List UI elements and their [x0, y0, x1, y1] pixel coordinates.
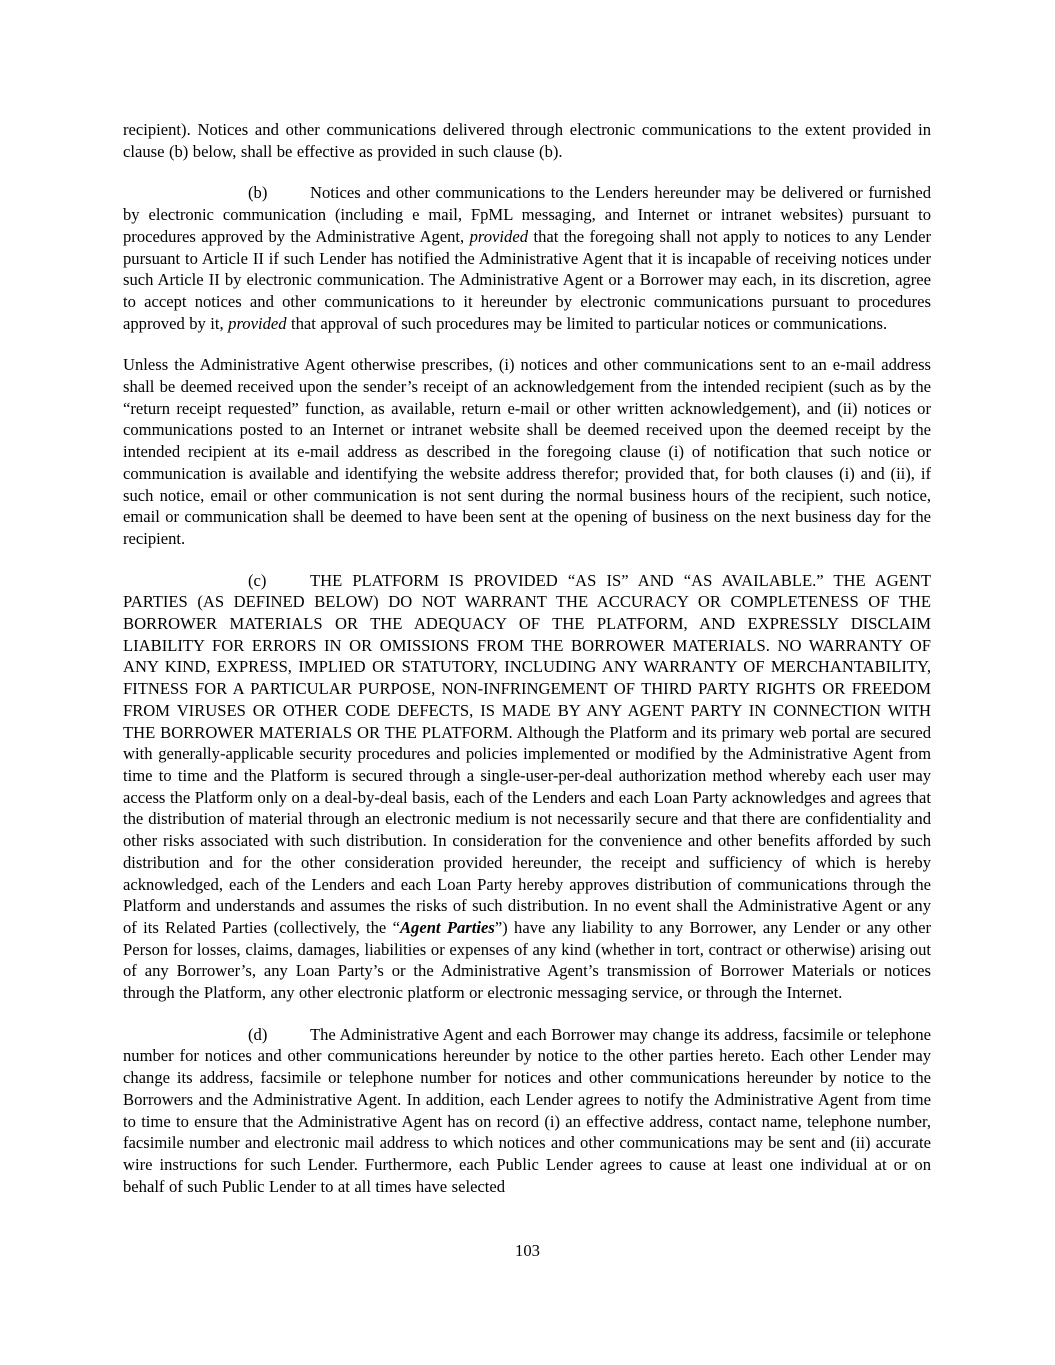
clause-label-b: (b): [248, 183, 268, 203]
clause-label-d: (d): [248, 1024, 268, 1044]
paragraph-clause-b: [123, 182, 931, 334]
paragraph-clause-d: [123, 1024, 931, 1198]
page-footer: [0, 1240, 1055, 1262]
paragraph-clause-c: [123, 570, 931, 1004]
text-run: Notices and other communications to the Lenders hereunder may be delivered or furnished by electronic communication (including e mail, FpML messaging, and Internet or intranet websites) pursuant to procedures approved by the Administrative Agent,: [123, 183, 931, 246]
text-run: recipient). Notices and other communications delivered through electronic communications to the extent provided in clause (b) below, shall be effective as provided in such clause (b).: [123, 120, 931, 161]
text-run: that approval of such procedures may be limited to particular notices or communications.: [286, 313, 888, 333]
paragraph-deemed-receipt: [123, 354, 931, 549]
clause-label-c: (c): [248, 570, 267, 590]
text-run-italic-provided: provided: [228, 313, 287, 333]
page-number: 103: [515, 1241, 540, 1260]
text-run: that the foregoing shall not apply to notices to any Lender pursuant to Article II if such Lender has notified the Administrative Agent that it is incapable of receiving notices under such Article II by electronic communication. The Administrative Agent or a Borrower may each, in its discretion, agree to accept notices and other communications to it hereunder by electronic communications pursuant to procedures approved by it,: [123, 226, 931, 333]
paragraph-recipient-continuation: [123, 119, 931, 162]
text-run: Unless the Administrative Agent otherwise prescribes, (i) notices and other communications sent to an e-mail address shall be deemed received upon the sender’s receipt of an acknowledgement from the intended recipient (such as by the “return receipt requested” function, as available, return e-mail or other written acknowledgement), and (ii) notices or communications posted to an Internet or intranet website shall be deemed received upon the deemed receipt by the intended recipient at its e-mail address as described in the foregoing clause (i) of notification that such notice or communication is available and identifying the website address therefor; provided that, for both clauses (i) and (ii), if such notice, email or other communication is not sent during the normal business hours of the recipient, such notice, email or communication shall be deemed to have been sent at the opening of business on the next business day for the recipient.: [123, 355, 931, 548]
text-run-agent-parties-term: Agent Parties: [399, 917, 495, 937]
text-run: ”) have any liability to any Borrower, any Lender or any other Person for losses, claims, damages, liabilities or expenses of any kind (whether in tort, contract or otherwise) arising out of any Borrower’s, any Loan Party’s or the Administrative Agent’s transmission of Borrower Materials or notices through the Platform, any other electronic platform or electronic messaging service, or through the Internet.: [123, 917, 931, 1003]
text-run-italic-provided: provided: [469, 226, 528, 246]
text-run: THE PLATFORM IS PROVIDED “AS IS” AND “AS AVAILABLE.” THE AGENT PARTIES (AS DEFINED BELOW) DO NOT WARRANT THE ACCURACY OR COMPLETENESS OF THE BORROWER MATERIALS OR THE ADEQUACY OF THE PLATFORM, AND EXPRESSLY DISCLAIM LIABILITY FOR ERRORS IN OR OMISSIONS FROM THE BORROWER MATERIALS. NO WARRANTY OF ANY KIND, EXPRESS, IMPLIED OR STATUTORY, INCLUDING ANY WARRANTY OF MERCHANTABILITY, FITNESS FOR A PARTICULAR PURPOSE, NON-INFRINGEMENT OF THIRD PARTY RIGHTS OR FREEDOM FROM VIRUSES OR OTHER CODE DEFECTS, IS MADE BY ANY AGENT PARTY IN CONNECTION WITH THE BORROWER MATERIALS OR THE PLATFORM. Although the Platform and its primary web portal are secured with generally-applicable security procedures and policies implemented or modified by the Administrative Agent from time to time and the Platform is secured through a single-user-per-deal authorization method whereby each user may access the Platform only on a deal-by-deal basis, each of the Lenders and each Loan Party acknowledges and agrees that the distribution of material through an electronic medium is not necessarily secure and that there are confidentiality and other risks associated with such distribution. In consideration for the convenience and other benefits afforded by such distribution and for the other consideration provided hereunder, the receipt and sufficiency of which is hereby acknowledged, each of the Lenders and each Loan Party hereby approves distribution of communications through the Platform and understands and assumes the risks of such distribution. In no event shall the Administrative Agent or any of its Related Parties (collectively, the “: [123, 570, 931, 937]
text-run: The Administrative Agent and each Borrower may change its address, facsimile or telephone number for notices and other communications hereunder by notice to the other parties hereto. Each other Lender may change its address, facsimile or telephone number for notices and other communications hereunder by notice to the Borrowers and the Administrative Agent. In addition, each Lender agrees to notify the Administrative Agent from time to time to ensure that the Administrative Agent has on record (i) an effective address, contact name, telephone number, facsimile number and electronic mail address to which notices and other communications may be sent and (ii) accurate wire instructions for such Lender. Furthermore, each Public Lender agrees to cause at least one individual at or on behalf of such Public Lender to at all times have selected: [123, 1024, 931, 1196]
